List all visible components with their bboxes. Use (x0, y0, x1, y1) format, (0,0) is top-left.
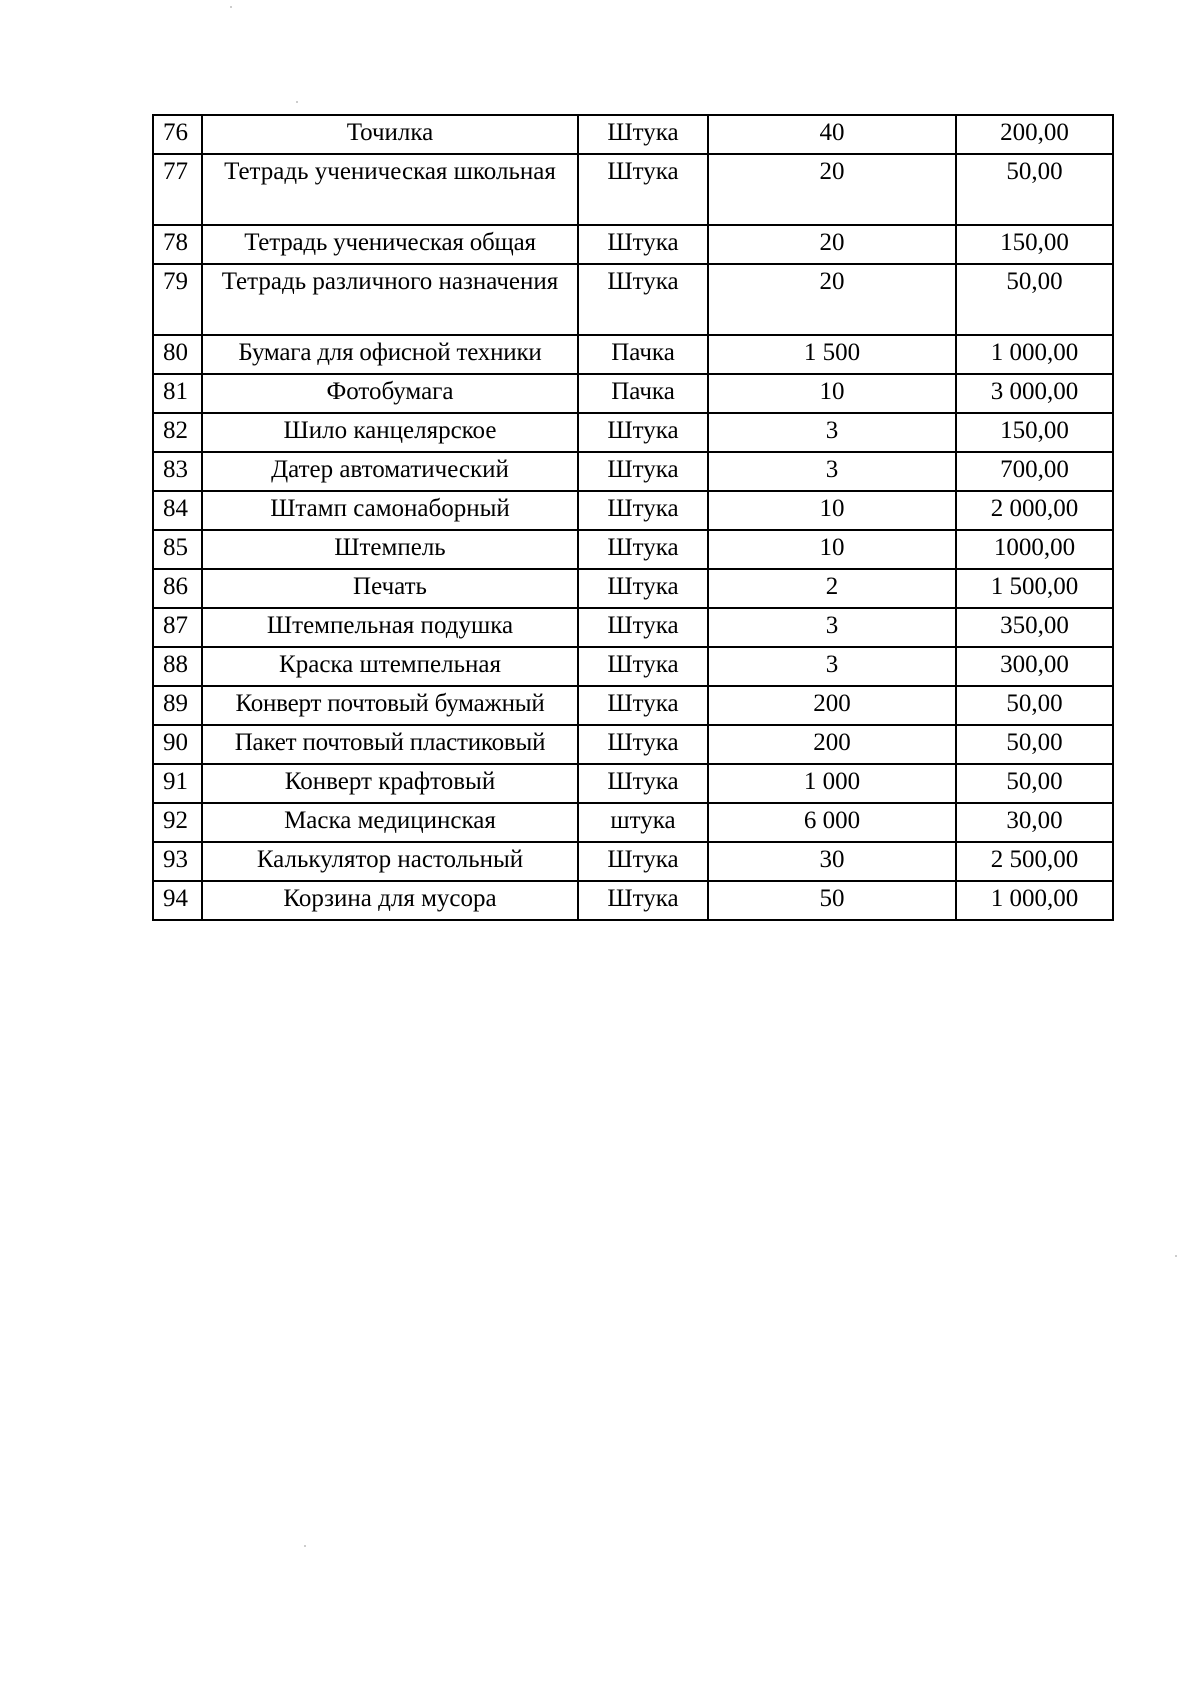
row-number: 77 (153, 154, 202, 225)
item-quantity: 10 (708, 530, 956, 569)
item-name: Точилка (202, 115, 578, 154)
table-row (153, 686, 1113, 725)
row-number: 80 (153, 335, 202, 374)
item-quantity: 30 (708, 842, 956, 881)
item-unit: Пачка (578, 374, 708, 413)
item-price: 150,00 (956, 225, 1113, 264)
item-quantity: 3 (708, 413, 956, 452)
item-price: 300,00 (956, 647, 1113, 686)
table-row (153, 725, 1113, 764)
item-price: 2 000,00 (956, 491, 1113, 530)
item-unit: Штука (578, 569, 708, 608)
item-unit: Штука (578, 725, 708, 764)
item-name: Конверт почтовый бумажный (202, 686, 578, 725)
item-price: 150,00 (956, 413, 1113, 452)
item-unit: Штука (578, 413, 708, 452)
row-number: 87 (153, 608, 202, 647)
table-row (153, 647, 1113, 686)
scan-speck (296, 101, 298, 103)
items-table (152, 114, 1114, 921)
table-row (153, 452, 1113, 491)
row-number: 94 (153, 881, 202, 920)
row-number: 78 (153, 225, 202, 264)
item-price: 30,00 (956, 803, 1113, 842)
table-row (153, 374, 1113, 413)
item-price: 350,00 (956, 608, 1113, 647)
row-number: 88 (153, 647, 202, 686)
item-quantity: 2 (708, 569, 956, 608)
item-price: 50,00 (956, 764, 1113, 803)
item-unit: Штука (578, 647, 708, 686)
item-name: Тетрадь ученическая общая (202, 225, 578, 264)
item-name: Конверт крафтовый (202, 764, 578, 803)
item-quantity: 20 (708, 154, 956, 225)
item-unit: Штука (578, 154, 708, 225)
row-number: 83 (153, 452, 202, 491)
item-quantity: 20 (708, 264, 956, 335)
table-row (153, 413, 1113, 452)
item-quantity: 200 (708, 686, 956, 725)
item-unit: Штука (578, 764, 708, 803)
item-unit: Штука (578, 686, 708, 725)
scan-speck (1175, 1255, 1177, 1257)
item-name: Фотобумага (202, 374, 578, 413)
row-number: 82 (153, 413, 202, 452)
item-price: 1000,00 (956, 530, 1113, 569)
item-quantity: 50 (708, 881, 956, 920)
table-row (153, 842, 1113, 881)
scan-speck (304, 1545, 306, 1547)
item-price: 1 000,00 (956, 881, 1113, 920)
item-unit: Штука (578, 452, 708, 491)
row-number: 91 (153, 764, 202, 803)
item-price: 1 500,00 (956, 569, 1113, 608)
row-number: 86 (153, 569, 202, 608)
item-price: 2 500,00 (956, 842, 1113, 881)
item-unit: штука (578, 803, 708, 842)
row-number: 76 (153, 115, 202, 154)
item-name: Тетрадь ученическая школьная (202, 154, 578, 225)
item-quantity: 3 (708, 608, 956, 647)
item-unit: Штука (578, 530, 708, 569)
item-name: Бумага для офисной техники (202, 335, 578, 374)
item-unit: Пачка (578, 335, 708, 374)
item-quantity: 3 (708, 452, 956, 491)
item-name: Штемпель (202, 530, 578, 569)
row-number: 81 (153, 374, 202, 413)
item-price: 1 000,00 (956, 335, 1113, 374)
row-number: 93 (153, 842, 202, 881)
row-number: 85 (153, 530, 202, 569)
item-name: Тетрадь различного назначения (202, 264, 578, 335)
item-name: Штемпельная подушка (202, 608, 578, 647)
item-price: 50,00 (956, 154, 1113, 225)
item-quantity: 10 (708, 491, 956, 530)
item-quantity: 10 (708, 374, 956, 413)
item-price: 50,00 (956, 725, 1113, 764)
table-row (153, 530, 1113, 569)
item-quantity: 40 (708, 115, 956, 154)
table-row (153, 115, 1113, 154)
item-name: Пакет почтовый пластиковый (202, 725, 578, 764)
item-unit: Штука (578, 264, 708, 335)
item-unit: Штука (578, 225, 708, 264)
item-unit: Штука (578, 608, 708, 647)
table-row (153, 335, 1113, 374)
item-price: 3 000,00 (956, 374, 1113, 413)
item-unit: Штука (578, 881, 708, 920)
item-quantity: 200 (708, 725, 956, 764)
table-row (153, 225, 1113, 264)
row-number: 89 (153, 686, 202, 725)
table-row (153, 154, 1113, 225)
table-row (153, 264, 1113, 335)
row-number: 79 (153, 264, 202, 335)
item-name: Калькулятор настольный (202, 842, 578, 881)
item-name: Маска медицинская (202, 803, 578, 842)
item-name: Штамп самонаборный (202, 491, 578, 530)
item-quantity: 1 000 (708, 764, 956, 803)
row-number: 92 (153, 803, 202, 842)
row-number: 84 (153, 491, 202, 530)
item-price: 700,00 (956, 452, 1113, 491)
item-name: Корзина для мусора (202, 881, 578, 920)
item-quantity: 3 (708, 647, 956, 686)
table-row (153, 764, 1113, 803)
item-price: 50,00 (956, 686, 1113, 725)
table-row (153, 608, 1113, 647)
item-unit: Штука (578, 842, 708, 881)
table-row (153, 491, 1113, 530)
item-price: 50,00 (956, 264, 1113, 335)
item-unit: Штука (578, 115, 708, 154)
item-price: 200,00 (956, 115, 1113, 154)
item-quantity: 6 000 (708, 803, 956, 842)
item-quantity: 1 500 (708, 335, 956, 374)
table-row (153, 803, 1113, 842)
item-unit: Штука (578, 491, 708, 530)
item-name: Краска штемпельная (202, 647, 578, 686)
item-name: Датер автоматический (202, 452, 578, 491)
item-name: Шило канцелярское (202, 413, 578, 452)
scan-speck (230, 6, 232, 8)
item-name: Печать (202, 569, 578, 608)
table-row (153, 881, 1113, 920)
row-number: 90 (153, 725, 202, 764)
item-quantity: 20 (708, 225, 956, 264)
table-row (153, 569, 1113, 608)
